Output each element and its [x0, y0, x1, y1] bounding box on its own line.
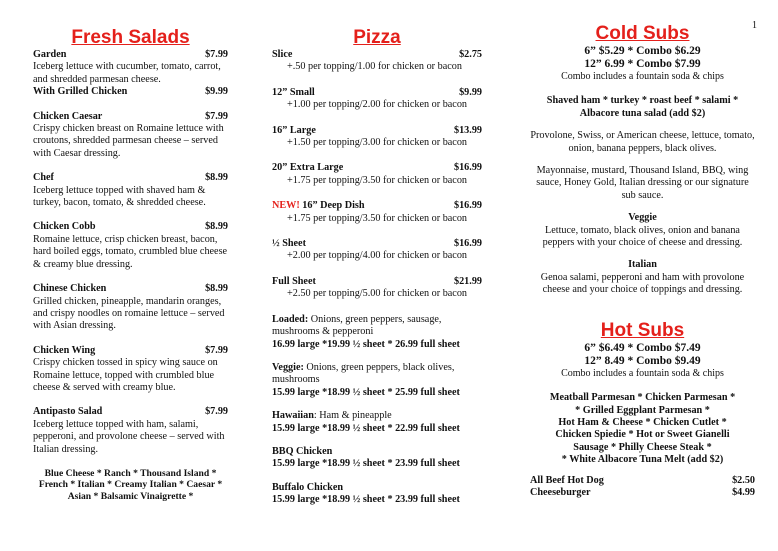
pizza-specialty-name: Buffalo Chicken	[272, 481, 344, 493]
salad-item	[33, 49, 228, 86]
salad-name: Chinese Chicken	[33, 283, 107, 295]
pizza-topping-price: +1.75 per topping/3.50 for chicken or bacon	[287, 212, 468, 224]
salad-item-header	[33, 49, 228, 61]
pizza-size-name: Full Sheet	[272, 275, 316, 287]
pizza-size-label	[272, 49, 292, 61]
pizza-size-item	[272, 162, 482, 187]
pizza-size-header	[272, 276, 482, 288]
pizza-specialty-desc-line	[272, 362, 482, 387]
pizza-size-name: 12” Small	[272, 86, 315, 98]
hot-sub-list-line: * White Albacore Tuna Melt (add $2)	[561, 454, 724, 466]
pizza-specialty-name: Veggie:	[272, 361, 304, 373]
pizza-specialty-name: BBQ Chicken	[272, 445, 333, 457]
pizza-size-header	[272, 49, 482, 61]
pizza-size-item	[272, 87, 482, 112]
pizza-size-name: Slice	[272, 49, 293, 60]
pizza-specialty-prices: 15.99 large *18.99 ½ sheet * 23.99 full sheet	[272, 458, 460, 470]
salad-price: $7.99	[205, 49, 228, 60]
pizza-size-item	[272, 125, 482, 150]
veggie-sub-title: Veggie	[628, 212, 657, 224]
pizza-size-label	[272, 200, 365, 212]
pizza-topping-price: +.50 per topping/1.00 for chicken or bacon	[287, 61, 462, 73]
salads-column	[33, 0, 228, 502]
pizza-topping-price: +1.00 per topping/2.00 for chicken or bacon	[287, 99, 468, 111]
pizza-specialty-desc: : Ham & pineapple	[313, 410, 392, 422]
pizza-specialty-prices: 16.99 large *19.99 ½ sheet * 26.99 full sheet	[272, 338, 460, 350]
pizza-specialty-desc: Onions, green peppers, sausage, mushrooms & pepperoni	[272, 313, 442, 338]
page-number: 1	[752, 20, 757, 31]
salad-item-header	[33, 111, 228, 123]
cold-subs-sauces: Mayonnaise, mustard, Thousand Island, BBQ, wing sauce, Honey Gold, Italian dressing or our signature sub sauce.	[536, 165, 749, 201]
dressings-list: Blue Cheese * Ranch * Thousand Island * French * Italian * Creamy Italian * Caesar * Asian * Balsamic Vinaigrette *	[38, 467, 223, 502]
pizza-size-price: $2.75	[459, 49, 482, 60]
salad-name: With Grilled Chicken	[33, 86, 128, 98]
italian-sub-desc: Genoa salami, pepperoni and ham with provolone cheese and your choice of toppings and dressing.	[540, 271, 745, 296]
salad-price: $8.99	[205, 221, 228, 233]
hot-sub-list-line: Chicken Spiedie * Hot or Sweet Gianelli	[555, 429, 730, 441]
pizza-topping-price: +1.50 per topping/3.00 for chicken or bacon	[287, 137, 468, 149]
hot-subs-combo-note: Combo includes a fountain soda & chips	[561, 367, 724, 379]
salad-description: Iceberg lettuce with cucumber, tomato, carrot, and shredded parmesan cheese.	[33, 61, 221, 85]
pizza-specialty-item	[272, 446, 482, 471]
pizza-specialty-desc-line	[272, 410, 482, 422]
pizza-specialty-prices: 15.99 large *18.99 ½ sheet * 25.99 full sheet	[272, 386, 460, 398]
salad-item	[33, 221, 228, 271]
pizza-topping-price: +2.00 per topping/4.00 for chicken or bacon	[287, 250, 468, 262]
pizza-specialty-name: Loaded:	[272, 313, 309, 325]
salad-price: $7.99	[205, 110, 228, 122]
pizza-specialty-item	[272, 362, 482, 399]
salad-description: Iceberg lettuce topped with shaved ham & turkey, bacon, tomato, & shredded cheese.	[33, 184, 206, 209]
hot-sub-list-line: * Grilled Eggplant Parmesan *	[575, 404, 710, 416]
hot-subs-list	[530, 392, 755, 466]
pizza-size-item	[272, 200, 482, 225]
pizza-size-label	[272, 238, 306, 250]
pizza-specialty-desc-line	[272, 314, 482, 339]
salad-description: Grilled chicken, pineapple, mandarin oranges, and crispy noodles on romaine lettuce – served with Asian dressing.	[33, 295, 225, 332]
hot-items-list	[530, 475, 755, 500]
pizza-topping-price: +1.75 per topping/3.50 for chicken or bacon	[287, 174, 468, 186]
hot-sub-list-line: Sausage * Philly Cheese Steak *	[573, 441, 712, 453]
pizza-size-item	[272, 276, 482, 301]
pizza-size-label	[272, 162, 343, 174]
salad-name: Chicken Wing	[33, 344, 96, 356]
salad-item	[33, 283, 228, 333]
pizza-specialty-item	[272, 314, 482, 351]
salad-price: $8.99	[205, 283, 228, 295]
pizza-size-item	[272, 238, 482, 263]
pizza-size-price: $21.99	[453, 275, 482, 287]
cold-subs-title: Cold Subs	[595, 23, 690, 44]
cold-subs-combo-note: Combo includes a fountain soda & chips	[561, 71, 724, 82]
salad-price: $8.99	[205, 172, 228, 184]
pizza-size-header	[272, 125, 482, 137]
salad-name: Chef	[33, 172, 54, 184]
salad-item-header	[33, 221, 228, 233]
salad-description: Crispy chicken breast on Romaine lettuce with croutons, shredded parmesan cheese – served with Caesar dressing.	[33, 123, 224, 159]
pizza-specialty-name: Hawaiian	[272, 410, 314, 422]
pizza-size-name: 16” Deep Dish	[299, 200, 365, 212]
pizza-size-item	[272, 49, 482, 74]
pizza-size-name: 16” Large	[272, 124, 316, 136]
cold-subs-price-6: 6” $5.29 * Combo $6.29	[584, 45, 701, 57]
pizza-specialty-desc-line	[272, 482, 482, 494]
salad-name: Antipasto Salad	[33, 406, 103, 418]
italian-sub-title: Italian	[628, 259, 657, 271]
hot-item-price: $4.99	[732, 486, 755, 498]
cold-subs-price-12: 12” 6.99 * Combo $7.99	[584, 58, 701, 70]
pizza-title: Pizza	[353, 27, 401, 48]
hot-sub-list-line: Hot Ham & Cheese * Chicken Cutlet *	[558, 416, 727, 428]
pizza-specialty-desc: Onions, green peppers, black olives, mushrooms	[272, 361, 455, 386]
pizza-size-name: 20” Extra Large	[272, 162, 344, 174]
salad-item	[33, 345, 228, 395]
salad-item	[33, 406, 228, 456]
pizza-size-label	[272, 125, 316, 137]
hot-item-name: All Beef Hot Dog	[530, 474, 604, 486]
pizza-size-name: ½ Sheet	[272, 238, 306, 250]
salad-description: Crispy chicken tossed in spicy wing sauce on Romaine lettuce, topped with crumbled blue cheese & served with creamy blue.	[33, 357, 218, 393]
pizza-topping-price: +2.50 per topping/5.00 for chicken or bacon	[287, 288, 468, 300]
pizza-specialty-item	[272, 410, 482, 435]
salad-item	[33, 86, 228, 98]
subs-column	[530, 0, 755, 499]
hot-item-row	[530, 475, 755, 487]
pizza-specialty-prices: 15.99 large *18.99 ½ sheet * 23.99 full sheet	[272, 494, 460, 506]
hot-subs-price-12: 12” 8.49 * Combo $9.49	[584, 354, 701, 367]
pizza-size-price: $9.99	[459, 86, 482, 98]
hot-subs-price-6: 6” $6.49 * Combo $7.49	[584, 341, 701, 354]
hot-sub-list-line: Meatball Parmesan * Chicken Parmesan *	[549, 392, 736, 404]
salad-price: $7.99	[205, 406, 228, 418]
pizza-size-label	[272, 276, 316, 288]
cold-subs-meats: Shaved ham * turkey * roast beef * salami * Albacore tuna salad (add $2)	[546, 95, 739, 119]
pizza-size-price: $16.99	[453, 238, 482, 250]
salad-item-header	[33, 172, 228, 184]
pizza-specialty-item	[272, 482, 482, 507]
hot-item-price: $2.50	[732, 474, 755, 486]
pizza-size-header	[272, 200, 482, 212]
pizza-size-header	[272, 87, 482, 99]
pizza-specialty-desc-line	[272, 446, 482, 458]
pizza-size-header	[272, 238, 482, 250]
salad-item-header	[33, 86, 228, 98]
pizza-size-price: $13.99	[453, 124, 482, 136]
new-badge: NEW!	[272, 200, 300, 212]
salad-item-header	[33, 345, 228, 357]
pizza-size-label	[272, 87, 315, 99]
salad-description: Iceberg lettuce topped with ham, salami, pepperoni, and provolone cheese – served with Italian dressing.	[33, 418, 225, 455]
pizza-specialty-list	[272, 314, 482, 507]
pizza-specialty-prices: 15.99 large *18.99 ½ sheet * 22.99 full sheet	[272, 422, 460, 434]
salad-item	[33, 172, 228, 209]
salad-item	[33, 111, 228, 161]
pizza-size-price: $16.99	[453, 162, 482, 174]
pizza-size-list	[272, 49, 482, 301]
salad-list	[33, 49, 228, 456]
pizza-size-header	[272, 162, 482, 174]
salad-name: Chicken Cobb	[33, 221, 96, 233]
salad-description: Romaine lettuce, crisp chicken breast, bacon, hard boiled eggs, tomato, crumbled blue cheese & creamy blue dressing.	[33, 233, 228, 270]
hot-subs-title: Hot Subs	[600, 319, 685, 341]
salad-price: $9.99	[205, 86, 228, 98]
veggie-sub-desc: Lettuce, tomato, black olives, onion and banana peppers with your choice of cheese and dressing.	[542, 224, 743, 249]
pizza-size-price: $16.99	[453, 200, 482, 212]
salad-name: Chicken Caesar	[33, 110, 103, 122]
cold-subs-toppings: Provolone, Swiss, or American cheese, lettuce, tomato, onion, banana peppers, black olives.	[530, 130, 755, 154]
hot-item-name: Cheeseburger	[530, 486, 591, 498]
salad-name: Garden	[33, 49, 67, 60]
hot-item-row	[530, 487, 755, 499]
salad-item-header	[33, 283, 228, 295]
pizza-column	[272, 0, 482, 518]
salad-item-header	[33, 406, 228, 418]
salad-price: $7.99	[205, 344, 228, 356]
salads-title: Fresh Salads	[71, 27, 190, 48]
